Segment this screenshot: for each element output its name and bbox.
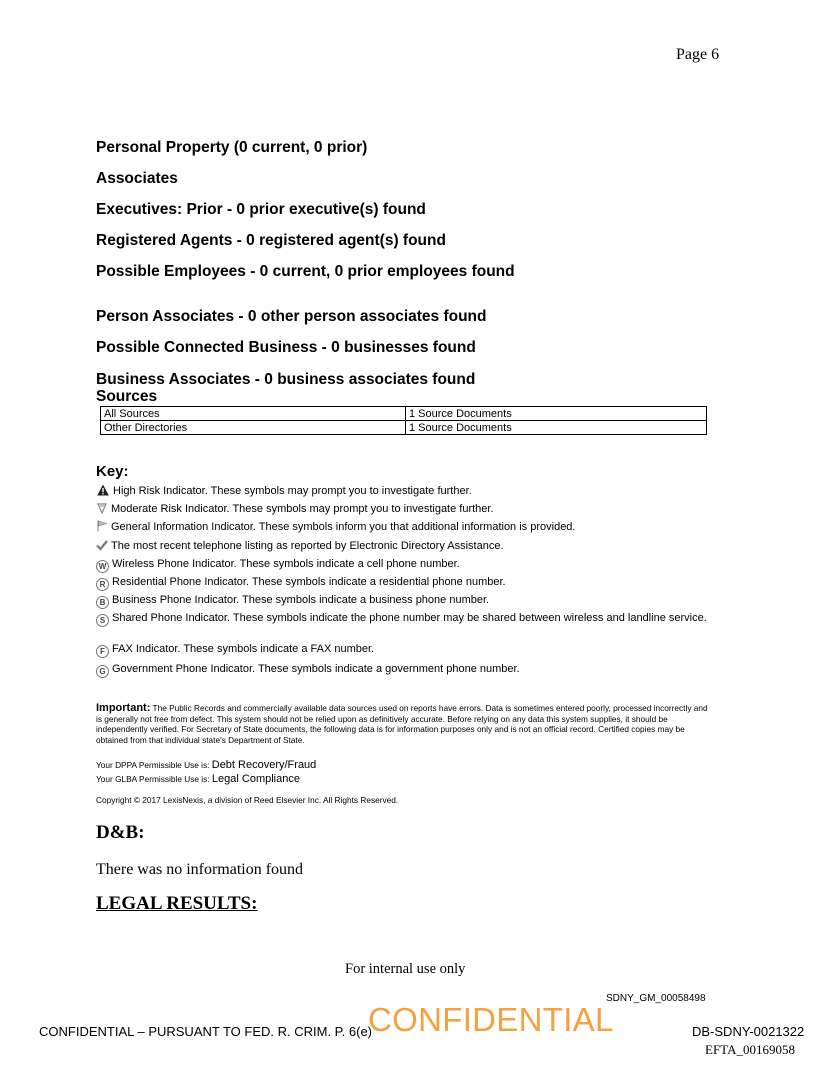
sources-heading: Sources [96, 388, 158, 405]
key-item-text: Shared Phone Indicator. These symbols indicate the phone number may be shared between wireless and landline service. [112, 612, 707, 624]
key-item [96, 520, 716, 534]
glba-value: Legal Compliance [211, 773, 300, 785]
legal-results-heading: LEGAL RESULTS: [96, 893, 258, 914]
key-item-text: Moderate Risk Indicator. These symbols may prompt you to investigate further. [111, 503, 494, 515]
key-title: Key: [96, 463, 129, 480]
table-row [101, 407, 707, 421]
db-no-info-message: There was no information found [96, 861, 304, 878]
dppa-value: Debt Recovery/Fraud [211, 759, 317, 771]
key-item-text: The most recent telephone listing as reported by Electronic Directory Assistance. [111, 540, 504, 552]
glba-label: Your GLBA Permissible Use is: [96, 774, 210, 784]
shared-phone-icon: S [96, 614, 109, 627]
registered-agents-heading: Registered Agents - 0 registered agent(s) found [96, 232, 446, 249]
copyright-notice: Copyright © 2017 LexisNexis, a division of Reed Elsevier Inc. All Rights Reserved. [96, 795, 399, 805]
key-item [96, 502, 716, 516]
key-item [96, 611, 716, 627]
person-associates-heading: Person Associates - 0 other person associates found [96, 308, 487, 325]
key-item-text: FAX Indicator. These symbols indicate a FAX number. [112, 643, 375, 655]
confidential-watermark: CONFIDENTIAL [368, 1001, 614, 1038]
key-item [96, 557, 716, 573]
key-item-text: High Risk Indicator. These symbols may prompt you to investigate further. [113, 485, 472, 497]
flag-icon [96, 520, 108, 532]
dppa-permissible-use [96, 759, 316, 771]
key-item [96, 539, 716, 553]
key-item-text: Government Phone Indicator. These symbols indicate a government phone number. [112, 663, 520, 675]
wireless-phone-icon: W [96, 560, 109, 573]
db-heading: D&B: [96, 822, 145, 843]
possible-employees-heading: Possible Employees - 0 current, 0 prior employees found [96, 263, 515, 280]
sources-table [100, 406, 707, 435]
important-text: The Public Records and commercially available data sources used on reports have errors. Data is sometimes entered poorly, processed incorrectly and is generally not free from defect. This system should not be relied upon as definitively accurate. Before relying on any data this system supplies, it should be independently verified. For Secretary of State documents, the following data is for information purposes only and is not an official record. Certified copies may be obtained from that individual state's Department of State. [96, 703, 708, 745]
key-item [96, 575, 716, 591]
bates-db-number: DB-SDNY-0021322 [692, 1024, 805, 1039]
personal-property-heading: Personal Property (0 current, 0 prior) [96, 139, 368, 156]
bates-sdny-number: SDNY_GM_00058498 [606, 993, 706, 1004]
key-item [96, 484, 716, 498]
source-count-cell: 1 Source Documents [406, 421, 707, 435]
dppa-label: Your DPPA Permissible Use is: [96, 760, 210, 770]
business-associates-heading: Business Associates - 0 business associates found [96, 371, 476, 388]
page-number: Page 6 [676, 46, 720, 63]
fax-icon: F [96, 645, 109, 658]
important-label: Important: [96, 702, 151, 714]
government-phone-icon: G [96, 665, 109, 678]
source-count-cell: 1 Source Documents [406, 407, 707, 421]
internal-use-notice: For internal use only [345, 961, 466, 977]
key-item-text: Residential Phone Indicator. These symbols indicate a residential phone number. [112, 576, 506, 588]
key-item-text: General Information Indicator. These symbols inform you that additional information is provided. [111, 521, 576, 533]
key-item-text: Business Phone Indicator. These symbols indicate a business phone number. [112, 594, 490, 606]
associates-heading: Associates [96, 170, 178, 187]
key-item [96, 662, 716, 678]
important-disclaimer [96, 703, 708, 745]
checkmark-icon [96, 539, 108, 551]
key-item [96, 642, 716, 658]
source-name-cell: All Sources [101, 407, 406, 421]
glba-permissible-use [96, 773, 300, 785]
efta-number: EFTA_00169058 [705, 1042, 795, 1057]
business-phone-icon: B [96, 596, 109, 609]
source-name-cell: Other Directories [101, 421, 406, 435]
connected-business-heading: Possible Connected Business - 0 businesses found [96, 339, 476, 356]
confidential-notice: CONFIDENTIAL – PURSUANT TO FED. R. CRIM. P. 6(e) [39, 1024, 373, 1039]
executives-heading: Executives: Prior - 0 prior executive(s) found [96, 201, 426, 218]
table-row [101, 421, 707, 435]
key-item [96, 593, 716, 609]
warning-triangle-icon [96, 484, 110, 496]
key-item-text: Wireless Phone Indicator. These symbols indicate a cell phone number. [112, 558, 460, 570]
moderate-risk-icon [96, 502, 108, 514]
residential-phone-icon: R [96, 578, 109, 591]
